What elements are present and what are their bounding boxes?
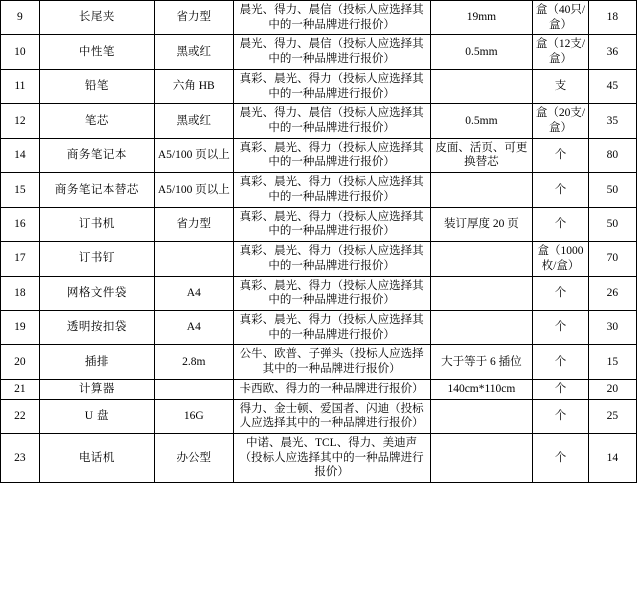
row-size: 装订厚度 20 页 xyxy=(430,207,533,241)
row-quantity: 26 xyxy=(588,276,636,310)
row-quantity: 80 xyxy=(588,138,636,172)
row-name: 计算器 xyxy=(39,379,154,399)
row-quantity: 18 xyxy=(588,1,636,35)
row-quantity: 50 xyxy=(588,207,636,241)
row-quantity: 50 xyxy=(588,173,636,207)
row-brand: 晨光、得力、晨信（投标人应选择其中的一种品牌进行报价） xyxy=(233,1,430,35)
row-brand: 公牛、欧普、子弹头（投标人应选择其中的一种品牌进行报价） xyxy=(233,345,430,379)
table-body xyxy=(1,1,637,483)
row-name: U 盘 xyxy=(39,399,154,433)
row-name: 铅笔 xyxy=(39,69,154,103)
row-unit: 个 xyxy=(533,276,589,310)
row-size xyxy=(430,276,533,310)
row-index: 12 xyxy=(1,104,40,138)
row-index: 22 xyxy=(1,399,40,433)
row-spec: A5/100 页以上 xyxy=(155,138,234,172)
row-quantity: 70 xyxy=(588,242,636,276)
row-name: 中性笔 xyxy=(39,35,154,69)
row-index: 11 xyxy=(1,69,40,103)
row-size: 皮面、活页、可更换替芯 xyxy=(430,138,533,172)
row-index: 18 xyxy=(1,276,40,310)
row-quantity: 35 xyxy=(588,104,636,138)
row-unit: 个 xyxy=(533,138,589,172)
row-size: 0.5mm xyxy=(430,104,533,138)
row-index: 19 xyxy=(1,310,40,344)
row-name: 电话机 xyxy=(39,433,154,482)
row-spec: 黑或红 xyxy=(155,35,234,69)
row-index: 15 xyxy=(1,173,40,207)
table-row xyxy=(1,433,637,482)
row-brand: 真彩、晨光、得力（投标人应选择其中的一种品牌进行报价） xyxy=(233,276,430,310)
table-row xyxy=(1,104,637,138)
row-unit: 个 xyxy=(533,173,589,207)
row-name: 笔芯 xyxy=(39,104,154,138)
row-spec: 黑或红 xyxy=(155,104,234,138)
row-spec: A5/100 页以上 xyxy=(155,173,234,207)
row-spec: A4 xyxy=(155,276,234,310)
row-quantity: 36 xyxy=(588,35,636,69)
row-brand: 真彩、晨光、得力（投标人应选择其中的一种品牌进行报价） xyxy=(233,207,430,241)
row-name: 透明按扣袋 xyxy=(39,310,154,344)
row-name: 订书钉 xyxy=(39,242,154,276)
table-row xyxy=(1,310,637,344)
row-unit: 个 xyxy=(533,433,589,482)
table-row xyxy=(1,138,637,172)
row-name: 插排 xyxy=(39,345,154,379)
row-name: 订书机 xyxy=(39,207,154,241)
row-size: 0.5mm xyxy=(430,35,533,69)
row-brand: 真彩、晨光、得力（投标人应选择其中的一种品牌进行报价） xyxy=(233,242,430,276)
row-quantity: 25 xyxy=(588,399,636,433)
row-name: 商务笔记本替芯 xyxy=(39,173,154,207)
row-unit: 个 xyxy=(533,345,589,379)
row-unit: 盒（1000 枚/盒） xyxy=(533,242,589,276)
row-unit: 盒（12支/盒） xyxy=(533,35,589,69)
row-quantity: 14 xyxy=(588,433,636,482)
row-index: 16 xyxy=(1,207,40,241)
row-index: 14 xyxy=(1,138,40,172)
row-index: 21 xyxy=(1,379,40,399)
row-quantity: 20 xyxy=(588,379,636,399)
row-brand: 真彩、晨光、得力（投标人应选择其中的一种品牌进行报价） xyxy=(233,138,430,172)
row-unit: 个 xyxy=(533,379,589,399)
table-row xyxy=(1,1,637,35)
row-size xyxy=(430,433,533,482)
row-spec: 省力型 xyxy=(155,1,234,35)
row-brand: 真彩、晨光、得力（投标人应选择其中的一种品牌进行报价） xyxy=(233,69,430,103)
row-brand: 真彩、晨光、得力（投标人应选择其中的一种品牌进行报价） xyxy=(233,310,430,344)
table-row xyxy=(1,69,637,103)
row-spec: 2.8m xyxy=(155,345,234,379)
row-size xyxy=(430,69,533,103)
table-row xyxy=(1,399,637,433)
row-size xyxy=(430,399,533,433)
table-row xyxy=(1,276,637,310)
row-spec xyxy=(155,379,234,399)
row-name: 商务笔记本 xyxy=(39,138,154,172)
row-name: 长尾夹 xyxy=(39,1,154,35)
row-size: 140cm*110cm xyxy=(430,379,533,399)
table-row xyxy=(1,207,637,241)
row-size xyxy=(430,173,533,207)
row-size: 大于等于 6 插位 xyxy=(430,345,533,379)
row-size: 19mm xyxy=(430,1,533,35)
row-unit: 个 xyxy=(533,207,589,241)
row-unit: 盒（20支/盒） xyxy=(533,104,589,138)
row-spec xyxy=(155,242,234,276)
table-row xyxy=(1,379,637,399)
row-brand: 卡西欧、得力的一种品牌进行报价） xyxy=(233,379,430,399)
row-spec: 16G xyxy=(155,399,234,433)
row-name: 网格文件袋 xyxy=(39,276,154,310)
table-row xyxy=(1,345,637,379)
row-spec: 办公型 xyxy=(155,433,234,482)
row-brand: 晨光、得力、晨信（投标人应选择其中的一种品牌进行报价） xyxy=(233,104,430,138)
row-spec: A4 xyxy=(155,310,234,344)
row-index: 10 xyxy=(1,35,40,69)
row-brand: 中诺、晨光、TCL、得力、美迪声（投标人应选择其中的一种品牌进行报价） xyxy=(233,433,430,482)
row-quantity: 15 xyxy=(588,345,636,379)
row-index: 20 xyxy=(1,345,40,379)
row-index: 23 xyxy=(1,433,40,482)
row-size xyxy=(430,242,533,276)
row-index: 9 xyxy=(1,1,40,35)
row-size xyxy=(430,310,533,344)
row-unit: 个 xyxy=(533,310,589,344)
row-unit: 支 xyxy=(533,69,589,103)
row-spec: 六角 HB xyxy=(155,69,234,103)
table-row xyxy=(1,35,637,69)
row-brand: 晨光、得力、晨信（投标人应选择其中的一种品牌进行报价） xyxy=(233,35,430,69)
row-quantity: 30 xyxy=(588,310,636,344)
row-unit: 个 xyxy=(533,399,589,433)
table-row xyxy=(1,242,637,276)
row-quantity: 45 xyxy=(588,69,636,103)
row-brand: 真彩、晨光、得力（投标人应选择其中的一种品牌进行报价） xyxy=(233,173,430,207)
row-spec: 省力型 xyxy=(155,207,234,241)
table-row xyxy=(1,173,637,207)
row-brand: 得力、金士顿、爱国者、闪迪（投标人应选择其中的一种品牌进行报价） xyxy=(233,399,430,433)
row-unit: 盒（40只/盒） xyxy=(533,1,589,35)
row-index: 17 xyxy=(1,242,40,276)
